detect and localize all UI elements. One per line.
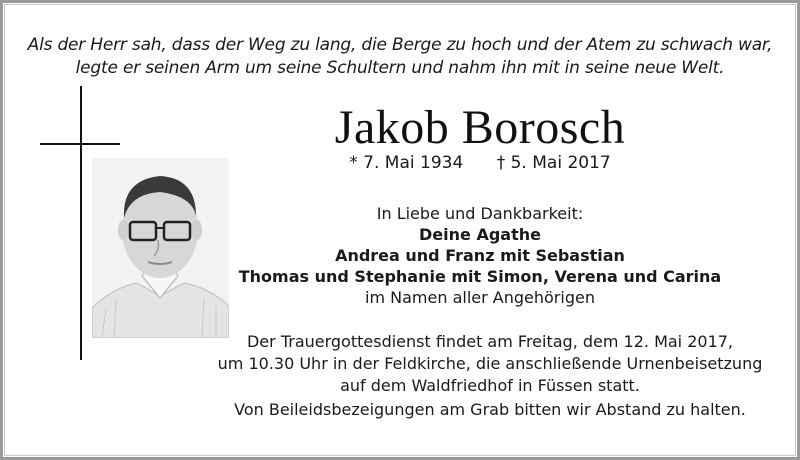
portrait-photo bbox=[92, 158, 229, 338]
mourners-outro: im Namen aller Angehörigen bbox=[365, 288, 595, 307]
condolence-note-text: Von Beileidsbezeigungen am Grab bitten wir Abstand zu halten. bbox=[234, 400, 746, 419]
mourner-line-2: Andrea und Franz mit Sebastian bbox=[335, 246, 625, 265]
condolence-note bbox=[190, 399, 790, 421]
death-date: † 5. Mai 2017 bbox=[496, 153, 611, 173]
service-line-3: auf dem Waldfriedhof in Füssen statt. bbox=[340, 376, 640, 395]
life-dates bbox=[230, 152, 730, 174]
mourner-line-1: Deine Agathe bbox=[419, 225, 541, 244]
mourner-line-3: Thomas und Stephanie mit Simon, Verena und Carina bbox=[238, 267, 722, 286]
poem-line-2: legte er seinen Arm um seine Schultern und nahm ihn mit in seine neue Welt. bbox=[75, 58, 725, 78]
memorial-poem bbox=[20, 34, 780, 80]
cross-icon-vertical bbox=[80, 86, 82, 360]
deceased-name: Jakob Borosch bbox=[334, 101, 626, 154]
service-info bbox=[190, 331, 790, 397]
portrait-image bbox=[92, 158, 229, 338]
mourners-intro: In Liebe und Dankbarkeit: bbox=[376, 204, 584, 223]
service-line-2: um 10.30 Uhr in der Feldkirche, die anschließende Urnenbeisetzung bbox=[217, 354, 763, 373]
cross-icon-horizontal bbox=[40, 143, 120, 145]
mourners-block bbox=[230, 203, 730, 308]
poem-line-1: Als der Herr sah, dass der Weg zu lang, die Berge zu hoch und der Atem zu schwach war, bbox=[27, 35, 773, 55]
service-line-1: Der Trauergottesdienst findet am Freitag, dem 12. Mai 2017, bbox=[246, 332, 734, 351]
birth-date: * 7. Mai 1934 bbox=[349, 153, 464, 173]
